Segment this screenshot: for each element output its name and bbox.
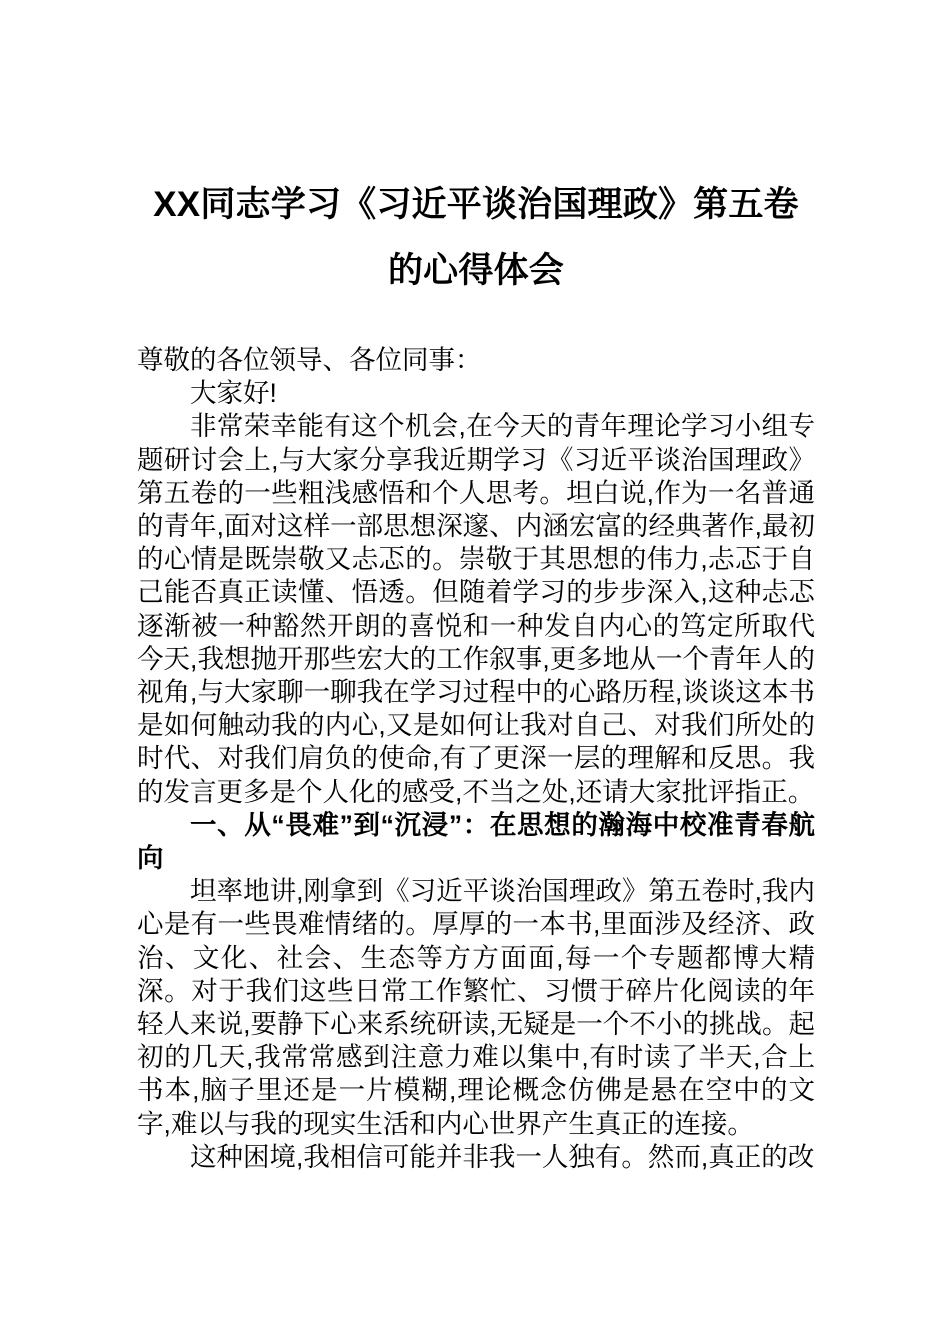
- document-title-line-2: 的心得体会: [387, 251, 564, 290]
- greeting-line: 大家好!: [190, 378, 277, 409]
- document-title-line-1: XX同志学习《习近平谈治国理政》第五卷: [153, 185, 799, 224]
- title-body-gap: [137, 304, 815, 344]
- paragraph-section1-1: 坦率地讲,刚拿到《习近平谈治国理政》第五卷时,我内心是有一些畏难情绪的。厚厚的一本书,里面涉及经济、政治、文化、社会、生态等方方面面,每一个专题都博大精深。对于我们这些日常工作繁忙、习惯于碎片化阅读的年轻人来说,要静下心来系统研读,无疑是一个不小的挑战。起初的几天,我常常感到注意力难以集中,有时读了半天,合上书本,脑子里还是一片模糊,理论概念仿佛是悬在空中的文字,难以与我的现实生活和内心世界产生真正的连接。: [137, 876, 815, 1139]
- document-body: [137, 0, 815, 1174]
- top-margin-spacer: [137, 0, 815, 172]
- document-title: [137, 172, 815, 304]
- paragraph-intro: 非常荣幸能有这个机会,在今天的青年理论学习小组专题研讨会上,与大家分享我近期学习《习近平谈治国理政》第五卷的一些粗浅感悟和个人思考。坦白说,作为一名普通的青年,面对这样一部思想深邃、内涵宏富的经典著作,最初的心情是既崇敬又忐忑的。崇敬于其思想的伟力,忐忑于自己能否真正读懂、悟透。但随着学习的步步深入,这种忐忑逐渐被一种豁然开朗的喜悦和一种发自内心的笃定所取代今天,我想抛开那些宏大的工作叙事,更多地从一个青年人的视角,与大家聊一聊我在学习过程中的心路历程,谈谈这本书是如何触动我的内心,又是如何让我对自己、对我们所处的时代、对我们肩负的使命,有了更深一层的理解和反思。我的发言更多是个人化的感受,不当之处,还请大家批评指正。: [137, 411, 815, 807]
- section-heading-1: 一、从“畏难”到“沉浸”：在思想的瀚海中校准青春航向: [137, 809, 815, 874]
- salutation-line: 尊敬的各位领导、各位同事：: [137, 345, 482, 375]
- paragraph-section1-2: 这种困境,我相信可能并非我一人独有。然而,真正的改: [190, 1141, 815, 1172]
